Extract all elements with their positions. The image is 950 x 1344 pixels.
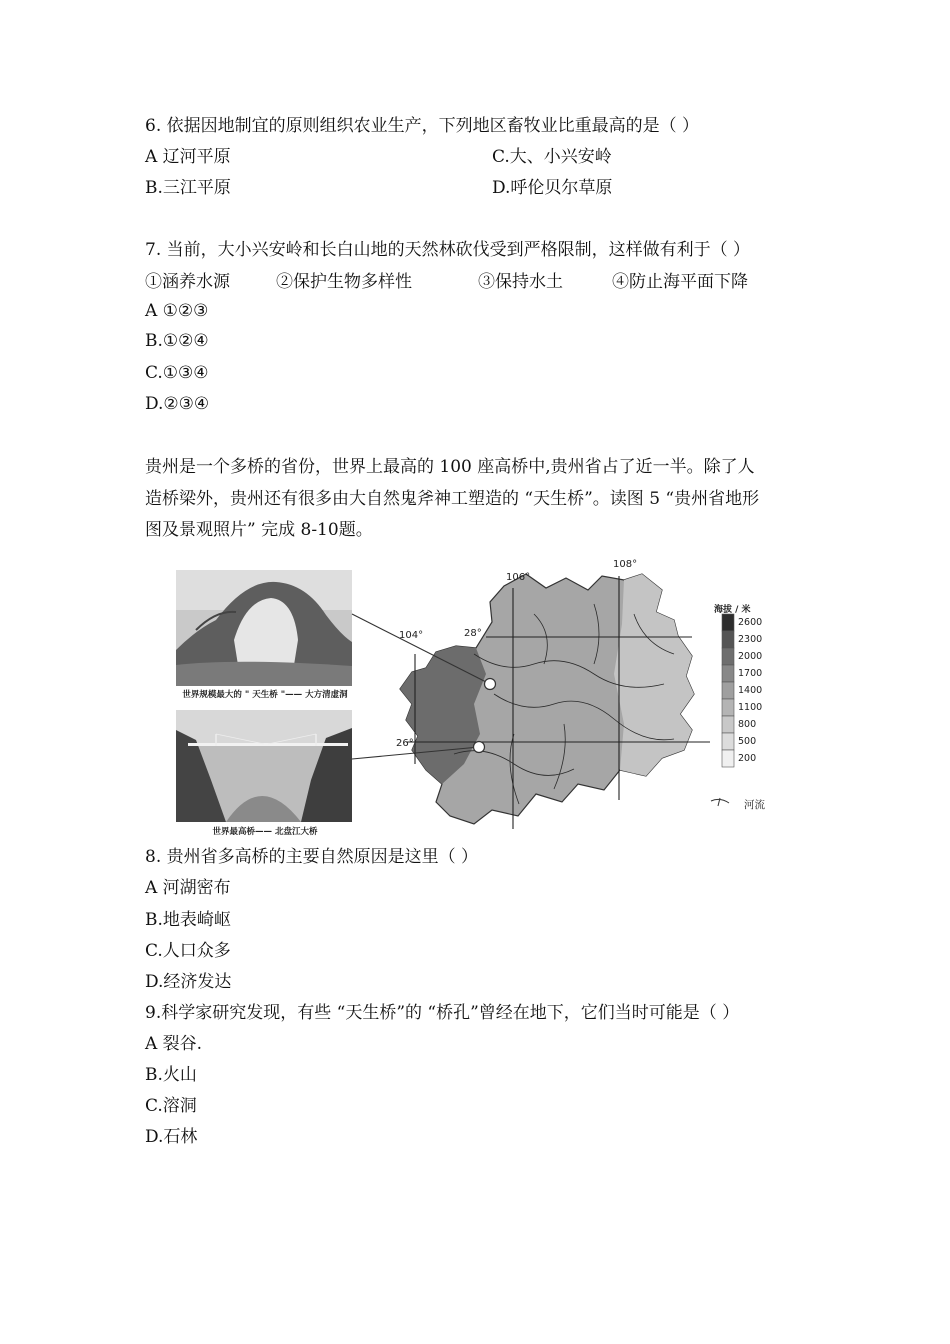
- photo-beipanjiang-bridge-caption: 世界最高桥—— 北盘江大桥: [212, 827, 318, 837]
- legend-swatch-1100: [722, 699, 734, 716]
- question-6-option-c: C.大、小兴安岭: [492, 147, 612, 167]
- legend-swatch-500: [722, 733, 734, 750]
- longitude-108: 108°: [613, 559, 638, 570]
- question-9-option-c: C.溶洞: [145, 1096, 197, 1116]
- question-7-stem: 7. 当前，大小兴安岭和长白山地的天然林砍伐受到严格限制，这样做有利于（ ）: [145, 240, 751, 260]
- passage-line-2: 造桥梁外，贵州还有很多由大自然鬼斧神工塑造的 “天生桥”。读图 5 “贵州省地形: [145, 488, 760, 509]
- question-8-option-c: C.人口众多: [145, 941, 231, 961]
- legend-value-1700: 1700: [738, 668, 763, 679]
- latitude-28: 28°: [464, 628, 482, 639]
- river-legend-label: 河流: [744, 799, 765, 811]
- legend-swatch-800: [722, 716, 734, 733]
- question-8-option-b: B.地表崎岖: [145, 910, 231, 930]
- longitude-106: 106°: [506, 572, 531, 583]
- legend-value-2300: 2300: [738, 634, 763, 645]
- legend-value-2000: 2000: [738, 651, 763, 662]
- legend-swatch-200: [722, 750, 734, 767]
- question-8-stem: 8. 贵州省多高桥的主要自然原因是这里（ ）: [145, 847, 479, 867]
- question-6-option-a: A 辽河平原: [145, 147, 231, 167]
- legend-swatch-2600: [722, 614, 734, 631]
- legend-swatch-2000: [722, 648, 734, 665]
- question-6-option-d: D.呼伦贝尔草原: [492, 178, 613, 198]
- legend-title: 海拔 / 米: [714, 605, 751, 615]
- question-9-option-d: D.石林: [145, 1127, 198, 1147]
- elevation-legend-ramp: [722, 614, 734, 767]
- legend-value-1400: 1400: [738, 685, 763, 696]
- question-7-statement-4: ④防止海平面下降: [612, 272, 748, 292]
- legend-value-800: 800: [738, 719, 757, 730]
- question-7-option-a: A ①②③: [145, 301, 209, 321]
- question-7-statement-2: ②保护生物多样性: [276, 272, 412, 292]
- legend-value-1100: 1100: [738, 702, 763, 713]
- question-8-option-d: D.经济发达: [145, 972, 232, 992]
- marker-beipanjiang-bridge: [474, 742, 485, 753]
- legend-swatch-1400: [722, 682, 734, 699]
- question-9-option-a: A 裂谷.: [145, 1034, 203, 1054]
- marker-qingxu-cave: [485, 679, 496, 690]
- question-9-option-b: B.火山: [145, 1065, 197, 1085]
- question-7-statement-1: ①涵养水源: [145, 272, 230, 292]
- legend-value-2600: 2600: [738, 617, 763, 628]
- longitude-104: 104°: [399, 630, 424, 641]
- guizhou-figure: [174, 554, 776, 840]
- passage-line-1: 贵州是一个多桥的省份，世界上最高的 100 座高桥中,贵州省占了近一半。除了人: [145, 457, 755, 477]
- question-7-statement-3: ③保持水土: [478, 272, 563, 292]
- latitude-26: 26°: [396, 738, 414, 749]
- question-7-option-c: C.①③④: [145, 363, 209, 383]
- question-7-option-d: D.②③④: [145, 394, 210, 414]
- question-8-option-a: A 河湖密布: [145, 878, 231, 898]
- question-9-stem: 9.科学家研究发现，有些 “天生桥”的 “桥孔”曾经在地下，它们当时可能是（ ）: [145, 1003, 740, 1023]
- photo-natural-bridge-caption: 世界规模最大的 " 天生桥 "—— 大方清虚洞: [182, 690, 348, 700]
- question-6-stem: 6. 依据因地制宜的原则组织农业生产，下列地区畜牧业比重最高的是（ ）: [145, 116, 700, 136]
- question-7-option-b: B.①②④: [145, 331, 209, 351]
- river-legend-icon: [711, 798, 729, 806]
- guizhou-topographic-map: [174, 554, 776, 840]
- passage: [145, 452, 810, 547]
- legend-swatch-1700: [722, 665, 734, 682]
- legend-swatch-2300: [722, 631, 734, 648]
- legend-value-200: 200: [738, 753, 757, 764]
- passage-line-3: 图及景观照片” 完成 8-10题。: [145, 520, 373, 540]
- question-6-option-b: B.三江平原: [145, 178, 231, 198]
- legend-value-500: 500: [738, 736, 757, 747]
